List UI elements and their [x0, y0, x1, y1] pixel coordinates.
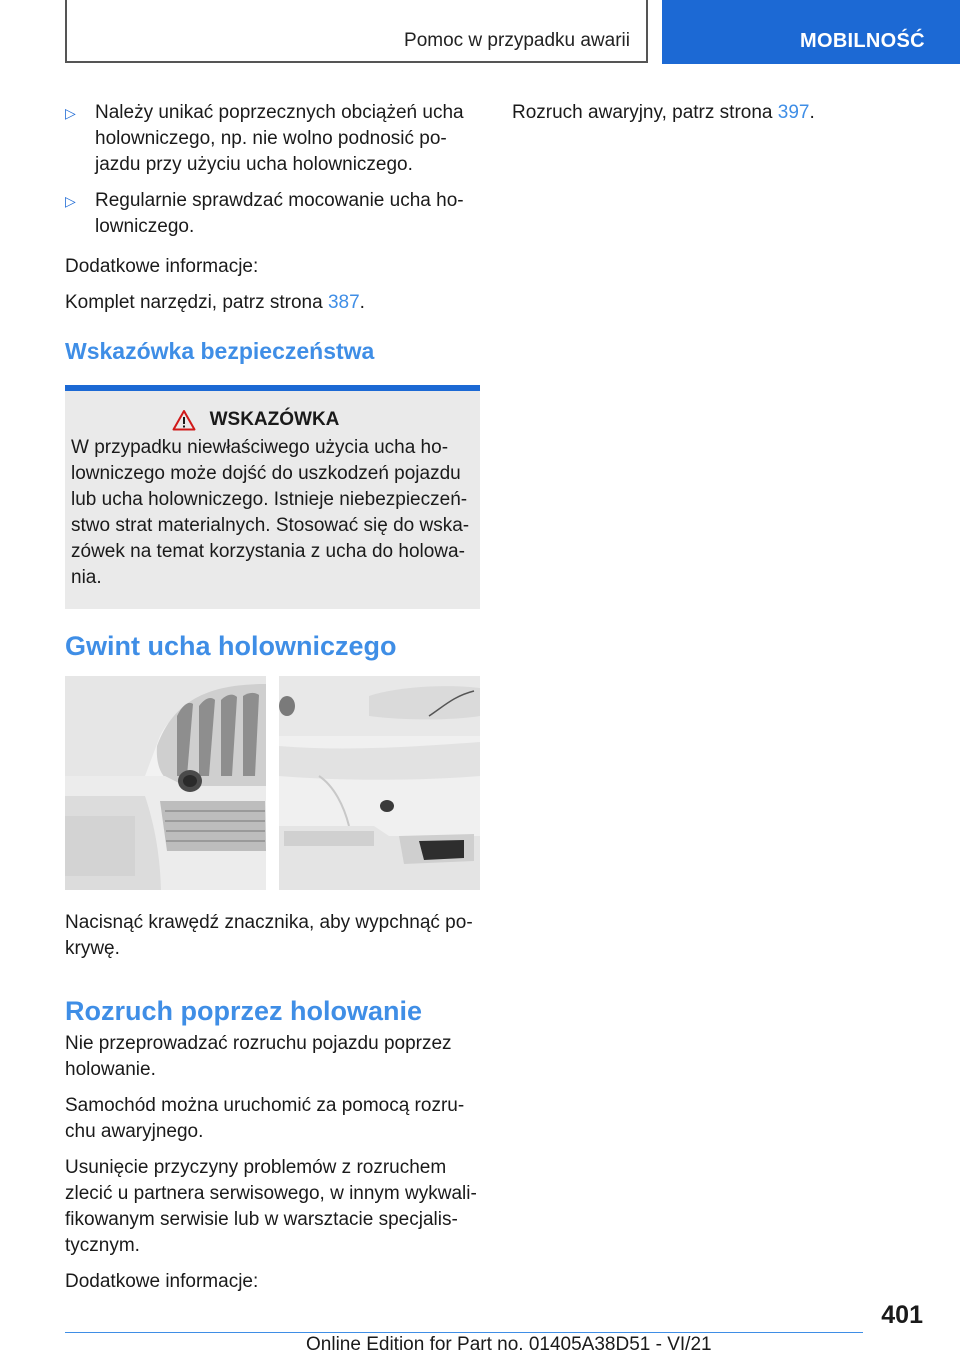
jump-start-end: .: [809, 102, 815, 123]
tow-start-heading: Rozruch poprzez holowanie: [65, 996, 423, 1026]
list-item: [65, 188, 480, 240]
tow-start-paragraph-1: Nie przeprowadzać rozruchu pojazdu poprzez holowanie.: [65, 1033, 452, 1080]
tools-page-link[interactable]: 387: [327, 292, 360, 313]
edition-label: Online Edition for Part no. 01405A38D51 - VI/21: [306, 1334, 712, 1355]
header-chapter-tab: MOBILNOŚĆ: [662, 0, 960, 64]
left-column: [65, 100, 480, 1305]
header-section-box: [65, 0, 648, 63]
triangle-right-icon: ▷: [65, 193, 76, 209]
jump-start-reference: [512, 100, 922, 126]
tools-reference-text: Komplet narzędzi, patrz strona: [65, 292, 328, 313]
header-section-title: Pomoc w przypadku awarii: [404, 30, 630, 51]
rear-bumper-image: [279, 676, 480, 890]
list-item: [65, 100, 480, 178]
press-instruction: Nacisnąć krawędź znacznika, aby wypchnąć pokrywę.: [65, 912, 473, 959]
tools-reference: [65, 290, 480, 316]
jump-start-text: Rozruch awaryjny, patrz strona: [512, 102, 778, 123]
list-item-text: Należy unikać poprzecznych obciążeń ucha holowniczego, np. nie wolno podnosić pojazdu przy użyciu ucha holowniczego.: [95, 102, 464, 175]
tools-reference-end: .: [359, 292, 365, 313]
warning-box: [65, 385, 480, 609]
triangle-right-icon: ▷: [65, 105, 76, 121]
page-number: 401: [881, 1301, 923, 1329]
safety-heading: Wskazówka bezpieczeństwa: [65, 338, 375, 364]
warning-triangle-icon: [172, 409, 196, 431]
page-footer: [0, 1290, 960, 1362]
tow-eye-images: [65, 676, 480, 890]
tow-start-paragraph-3: Usunięcie przyczyny problemów z rozruchem zlecić u partnera serwisowego, w innym wykwalifikowanym serwisie lub w warsztacie specjalistycznym.: [65, 1157, 477, 1256]
page-header: [0, 0, 960, 66]
tow-start-paragraph-2: Samochód można uruchomić za pomocą rozruchu awaryjnego.: [65, 1095, 465, 1142]
front-bumper-image: [65, 676, 266, 890]
list-item-text: Regularnie sprawdzać mocowanie ucha holowniczego.: [95, 190, 464, 237]
more-info-label: Dodatkowe informacje:: [65, 256, 259, 277]
jump-start-page-link[interactable]: 397: [777, 102, 810, 123]
warning-header: [71, 409, 474, 431]
footer-divider: [65, 1332, 863, 1333]
more-info-label-2: Dodatkowe informacje:: [65, 1271, 259, 1292]
warning-title: WSKAZÓWKA: [209, 409, 340, 430]
thread-heading: Gwint ucha holowniczego: [65, 631, 397, 661]
warning-text: W przypadku niewłaściwego użycia ucha holowniczego może dojść do uszkodzeń pojazdu lub ucha holowniczego. Istnieje niebezpieczeństwo strat materialnych. Stosować się do wskazówek na temat korzystania z ucha do holowania.: [71, 437, 470, 588]
right-column: [512, 100, 922, 126]
